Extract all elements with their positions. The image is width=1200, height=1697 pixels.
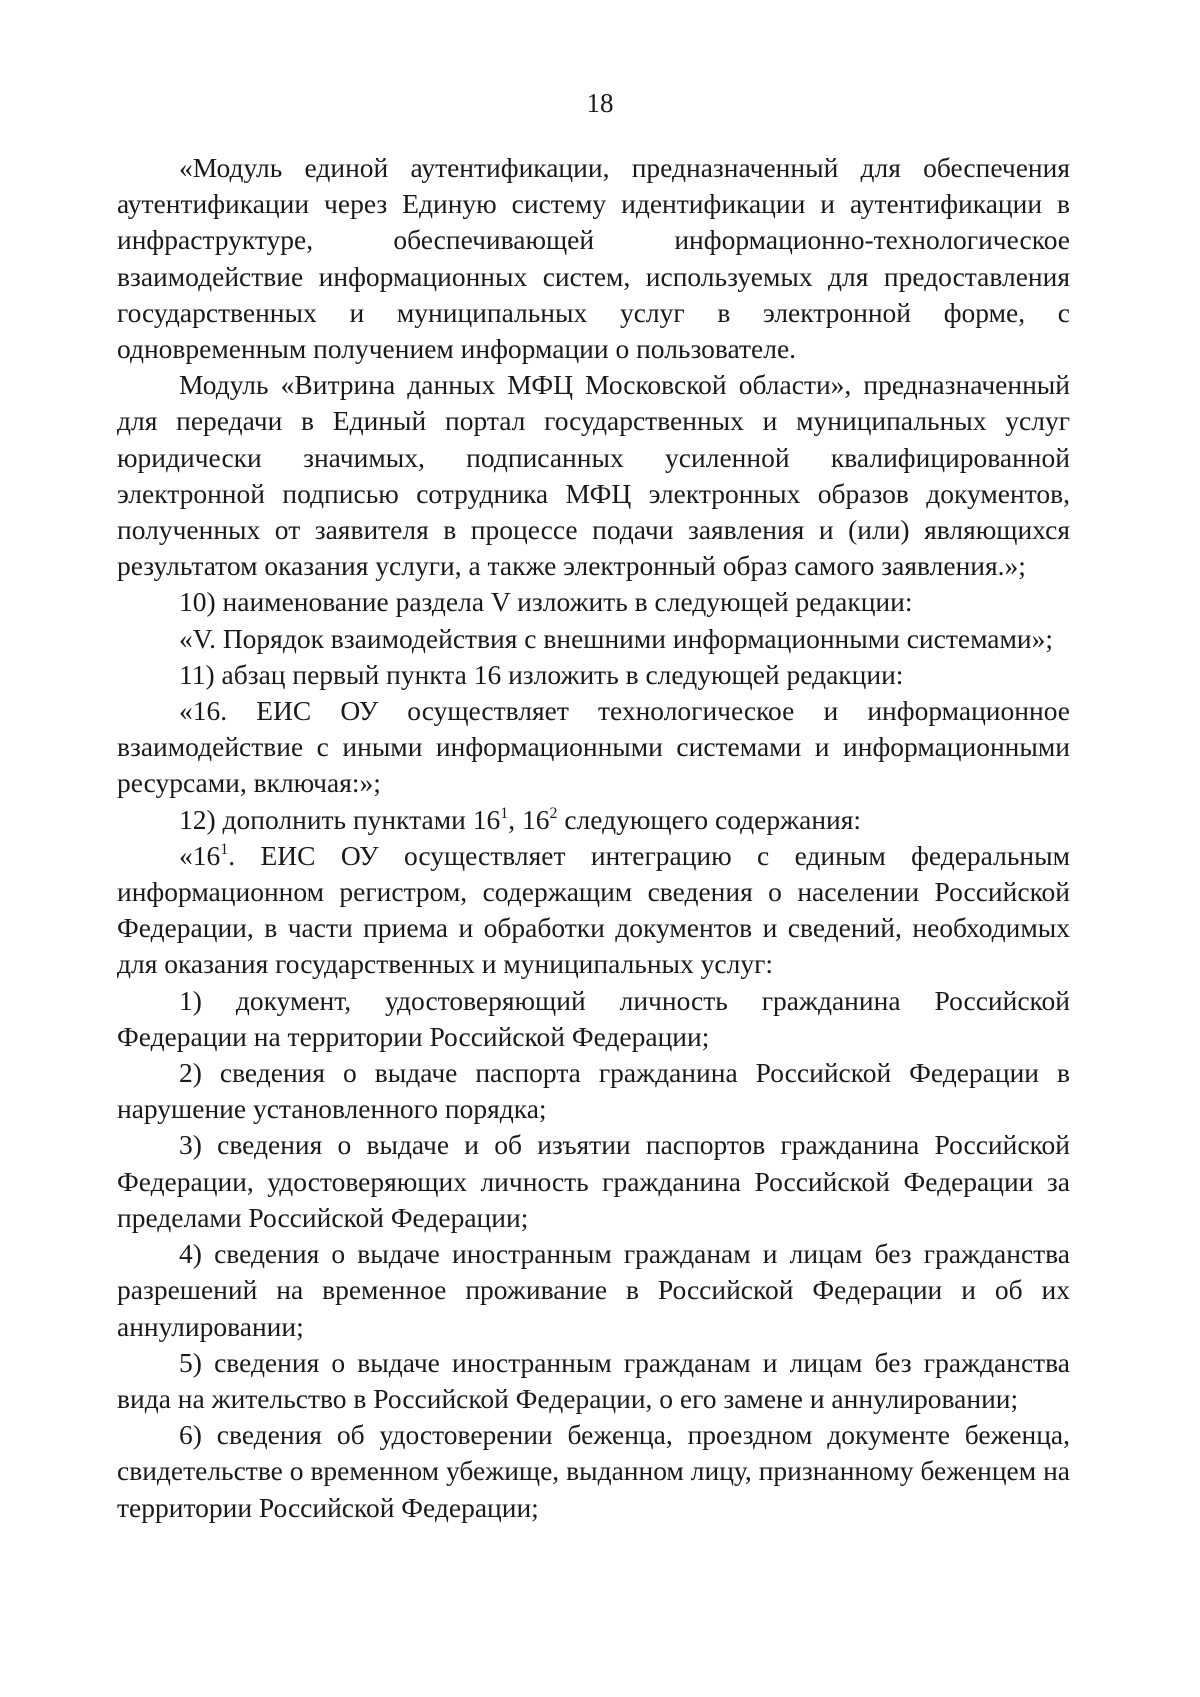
list-item-1: 1) документ, удостоверяющий личность гражданина Российской Федерации на территории Российской Федерации;	[117, 984, 1070, 1052]
paragraph-item-12	[117, 802, 1070, 838]
paragraph-point-16: «16. ЕИС ОУ осуществляет технологическое и информационное взаимодействие с иными информационными системами и информационными ресурсами, включая:»;	[117, 695, 1070, 799]
paragraph-point-16-1	[117, 838, 1070, 983]
page-number: 18	[586, 88, 614, 118]
text-segment: , 16	[508, 803, 550, 835]
text-segment: 12) дополнить пунктами 16	[179, 803, 501, 835]
text-segment: следующего содержания:	[557, 803, 862, 835]
list-item-2: 2) сведения о выдаче паспорта гражданина Российской Федерации в нарушение установленного порядка;	[117, 1057, 1070, 1125]
paragraph-item-11: 11) абзац первый пункта 16 изложить в следующей редакции:	[179, 658, 904, 690]
text-segment: «16	[179, 839, 221, 871]
superscript: 2	[549, 804, 558, 822]
list-item-6: 6) сведения об удостоверении беженца, проездном документе беженца, свидетельстве о временном убежище, выданном лицу, признанному беженцем на территории Российской Федерации;	[117, 1419, 1070, 1523]
paragraph-auth-module: «Модуль единой аутентификации, предназначенный для обеспечения аутентификации через Единую систему идентификации и аутентификации в инфраструктуре, обеспечивающей информационно-технологическое взаимодействие информационных систем, используемых для предоставления государственных и муниципальных услуг в электронной форме, с одновременным получением информации о пользователе.	[117, 152, 1070, 365]
paragraph-mfc-showcase-module: Модуль «Витрина данных МФЦ Московской области», предназначенный для передачи в Единый портал государственных и муниципальных услуг юридически значимых, подписанных усиленной квалифицированной электронной подписью сотрудника МФЦ электронных образов документов, полученных от заявителя в процессе подачи заявления и (или) являющихся результатом оказания услуги, а также электронный образ самого заявления.»;	[117, 369, 1070, 582]
superscript: 1	[220, 840, 229, 858]
text-segment: . ЕИС ОУ осуществляет интеграцию с единым федеральным информационном регистром, содержащим сведения о населении Российской Федерации, в части приема и обработки документов и сведений, необходимых для оказания государственных и муниципальных услуг:	[117, 839, 1070, 980]
paragraph-item-10: 10) наименование раздела V изложить в следующей редакции:	[179, 586, 913, 618]
list-item-4: 4) сведения о выдаче иностранным гражданам и лицам без гражданства разрешений на временное проживание в Российской Федерации и об их аннулировании;	[117, 1238, 1070, 1342]
list-item-3: 3) сведения о выдаче и об изъятии паспортов гражданина Российской Федерации, удостоверяющих личность гражданина Российской Федерации за пределами Российской Федерации;	[117, 1129, 1070, 1233]
superscript: 1	[500, 804, 509, 822]
list-item-5: 5) сведения о выдаче иностранным гражданам и лицам без гражданства вида на жительство в Российской Федерации, о его замене и аннулировании;	[117, 1346, 1070, 1414]
paragraph-section-v-title: «V. Порядок взаимодействия с внешними информационными системами»;	[179, 622, 1054, 654]
document-body	[117, 150, 1070, 1526]
